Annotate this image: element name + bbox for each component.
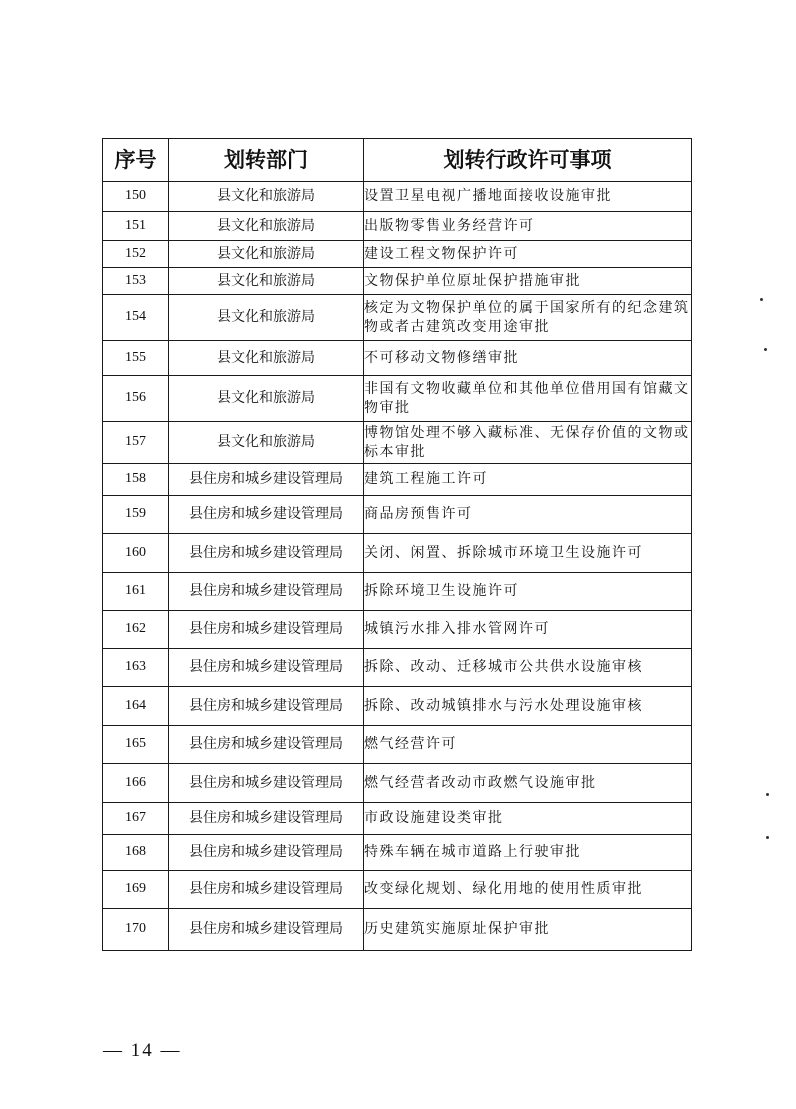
cell-department: 县住房和城乡建设管理局 (169, 803, 364, 835)
cell-approval-item: 燃气经营者改动市政燃气设施审批 (364, 764, 692, 803)
cell-department: 县住房和城乡建设管理局 (169, 496, 364, 534)
table-row (103, 341, 692, 376)
cell-approval-item: 特殊车辆在城市道路上行驶审批 (364, 835, 692, 871)
table-row (103, 534, 692, 573)
table-row (103, 464, 692, 496)
cell-serial-number: 161 (103, 573, 169, 611)
cell-approval-item: 文物保护单位原址保护措施审批 (364, 268, 692, 295)
table-row (103, 496, 692, 534)
cell-department: 县住房和城乡建设管理局 (169, 611, 364, 649)
cell-department: 县住房和城乡建设管理局 (169, 871, 364, 909)
cell-approval-item: 拆除环境卫生设施许可 (364, 573, 692, 611)
table-row (103, 764, 692, 803)
cell-approval-item: 燃气经营许可 (364, 726, 692, 764)
approval-items-table (102, 138, 692, 951)
header-department: 划转部门 (169, 139, 364, 182)
cell-serial-number: 150 (103, 182, 169, 212)
scan-speck (760, 298, 763, 301)
cell-department: 县住房和城乡建设管理局 (169, 687, 364, 726)
cell-serial-number: 159 (103, 496, 169, 534)
cell-approval-item: 商品房预售许可 (364, 496, 692, 534)
cell-approval-item: 不可移动文物修缮审批 (364, 341, 692, 376)
cell-approval-item: 拆除、改动城镇排水与污水处理设施审核 (364, 687, 692, 726)
cell-department: 县文化和旅游局 (169, 376, 364, 422)
cell-serial-number: 166 (103, 764, 169, 803)
cell-department: 县住房和城乡建设管理局 (169, 464, 364, 496)
cell-serial-number: 169 (103, 871, 169, 909)
cell-department: 县文化和旅游局 (169, 212, 364, 241)
table-row (103, 726, 692, 764)
cell-department: 县文化和旅游局 (169, 422, 364, 464)
cell-department: 县住房和城乡建设管理局 (169, 726, 364, 764)
table-row (103, 871, 692, 909)
header-approval-item: 划转行政许可事项 (364, 139, 692, 182)
cell-department: 县住房和城乡建设管理局 (169, 764, 364, 803)
table-row (103, 295, 692, 341)
cell-serial-number: 167 (103, 803, 169, 835)
cell-serial-number: 165 (103, 726, 169, 764)
cell-serial-number: 168 (103, 835, 169, 871)
cell-approval-item: 核定为文物保护单位的属于国家所有的纪念建筑物或者古建筑改变用途审批 (364, 295, 692, 341)
cell-department: 县文化和旅游局 (169, 241, 364, 268)
scan-speck (764, 348, 767, 351)
table-row (103, 909, 692, 951)
cell-serial-number: 151 (103, 212, 169, 241)
table-row (103, 268, 692, 295)
header-serial-number: 序号 (103, 139, 169, 182)
cell-serial-number: 160 (103, 534, 169, 573)
cell-approval-item: 非国有文物收藏单位和其他单位借用国有馆藏文物审批 (364, 376, 692, 422)
page-number: — 14 — (103, 1040, 182, 1061)
cell-approval-item: 关闭、闲置、拆除城市环境卫生设施许可 (364, 534, 692, 573)
table-row (103, 182, 692, 212)
cell-serial-number: 162 (103, 611, 169, 649)
cell-department: 县文化和旅游局 (169, 295, 364, 341)
cell-serial-number: 158 (103, 464, 169, 496)
table-row (103, 573, 692, 611)
scan-speck (766, 836, 769, 839)
cell-approval-item: 历史建筑实施原址保护审批 (364, 909, 692, 951)
cell-serial-number: 170 (103, 909, 169, 951)
table-row (103, 649, 692, 687)
cell-approval-item: 设置卫星电视广播地面接收设施审批 (364, 182, 692, 212)
cell-serial-number: 163 (103, 649, 169, 687)
table-row (103, 687, 692, 726)
scan-speck (766, 793, 769, 796)
cell-department: 县文化和旅游局 (169, 341, 364, 376)
cell-department: 县住房和城乡建设管理局 (169, 573, 364, 611)
cell-department: 县文化和旅游局 (169, 182, 364, 212)
table-row (103, 611, 692, 649)
table-row (103, 212, 692, 241)
cell-department: 县住房和城乡建设管理局 (169, 909, 364, 951)
cell-department: 县住房和城乡建设管理局 (169, 649, 364, 687)
cell-approval-item: 改变绿化规划、绿化用地的使用性质审批 (364, 871, 692, 909)
cell-approval-item: 出版物零售业务经营许可 (364, 212, 692, 241)
table-row (103, 803, 692, 835)
cell-serial-number: 155 (103, 341, 169, 376)
cell-serial-number: 152 (103, 241, 169, 268)
cell-serial-number: 156 (103, 376, 169, 422)
table-row (103, 376, 692, 422)
cell-department: 县文化和旅游局 (169, 268, 364, 295)
cell-approval-item: 建筑工程施工许可 (364, 464, 692, 496)
cell-approval-item: 建设工程文物保护许可 (364, 241, 692, 268)
cell-serial-number: 164 (103, 687, 169, 726)
table-row (103, 835, 692, 871)
cell-approval-item: 市政设施建设类审批 (364, 803, 692, 835)
cell-department: 县住房和城乡建设管理局 (169, 835, 364, 871)
cell-serial-number: 153 (103, 268, 169, 295)
table-header-row (103, 139, 692, 182)
cell-approval-item: 城镇污水排入排水管网许可 (364, 611, 692, 649)
cell-approval-item: 博物馆处理不够入藏标准、无保存价值的文物或标本审批 (364, 422, 692, 464)
cell-serial-number: 157 (103, 422, 169, 464)
cell-serial-number: 154 (103, 295, 169, 341)
table-row (103, 241, 692, 268)
table-row (103, 422, 692, 464)
cell-department: 县住房和城乡建设管理局 (169, 534, 364, 573)
cell-approval-item: 拆除、改动、迁移城市公共供水设施审核 (364, 649, 692, 687)
table-body (103, 182, 692, 951)
